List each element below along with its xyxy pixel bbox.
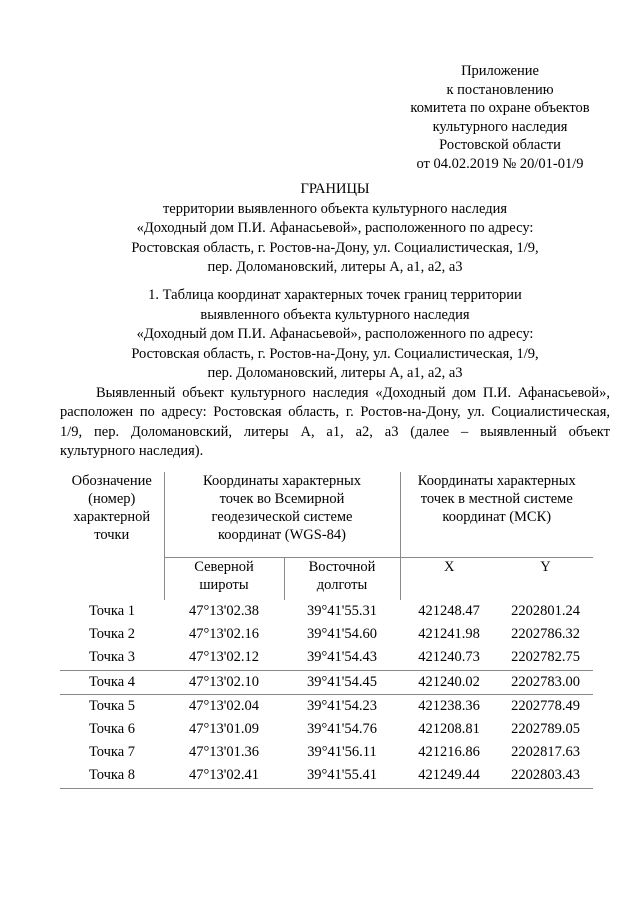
header-y: Y: [540, 559, 551, 575]
cell-y: 2202817.63: [511, 744, 580, 761]
cell-point: Точка 4: [60, 670, 164, 694]
cell-point: Точка 8: [60, 764, 164, 788]
header-x: X: [400, 558, 498, 601]
cell-point: Точка 3: [88, 649, 136, 666]
paragraph-line: Выявленный объект культурного наследия «Доходный дом П.И. Афанасьевой»,: [96, 385, 610, 401]
cell-lat: 47°13'02.04: [164, 694, 284, 718]
header-msk: Координаты характерных точек в местной системе координат (МСК): [400, 472, 593, 558]
cell-lon: 39°41'54.43: [306, 649, 378, 666]
cell-lon: 39°41'54.23: [284, 694, 400, 718]
cell-y: 2202778.49: [498, 694, 593, 718]
appendix-line: Приложение: [461, 63, 539, 79]
cell-y: 2202786.32: [511, 626, 580, 643]
cell-x: 421238.36: [400, 694, 498, 718]
caption-line: «Доходный дом П.И. Афанасьевой», расположенного по адресу:: [136, 326, 534, 343]
table-row: [60, 764, 593, 788]
cell-y: 2202789.05: [511, 721, 580, 738]
table-row: [60, 670, 593, 694]
appendix-header: [380, 62, 620, 174]
cell-lon: 39°41'56.11: [307, 744, 377, 761]
caption-line: пер. Доломановский, литеры А, а1, а2, а3: [207, 365, 463, 382]
appendix-line: к постановлению: [446, 81, 554, 98]
header-point: Обозначение (номер) характерной точки: [71, 473, 152, 543]
cell-lat: 47°13'02.16: [188, 626, 260, 643]
cell-x: 421208.81: [418, 721, 480, 738]
cell-x: 421240.73: [418, 649, 480, 666]
cell-lat: 47°13'01.09: [188, 721, 260, 738]
table-row: [60, 741, 593, 764]
cell-lon: 39°41'55.41: [284, 764, 400, 788]
table-row: [60, 718, 593, 741]
title-line: «Доходный дом П.И. Афанасьевой», расположенного по адресу:: [136, 220, 534, 237]
appendix-line: культурного наследия: [432, 118, 568, 135]
cell-lon: 39°41'55.31: [306, 603, 378, 619]
cell-point: Точка 2: [88, 626, 136, 643]
appendix-line: Ростовской области: [439, 137, 561, 154]
cell-y: 2202803.43: [498, 764, 593, 788]
title-line: территории выявленного объекта культурного наследия: [162, 200, 508, 217]
cell-x: 421240.02: [400, 670, 498, 694]
cell-y: 2202801.24: [511, 603, 580, 619]
paragraph-line: 1/9, пер. Доломановский, литеры А, а1, а2, а3 (далее – выявленный объект: [60, 423, 610, 440]
document-title: [60, 180, 610, 278]
caption-line: выявленного объекта культурного наследия: [200, 306, 470, 323]
appendix-line: от 04.02.2019 № 20/01-01/9: [416, 155, 584, 172]
appendix-line: комитета по охране объектов: [410, 100, 590, 117]
title-line: Ростовская область, г. Ростов-на-Дону, ул. Социалистическая, 1/9,: [131, 239, 539, 256]
cell-lat: 47°13'01.36: [188, 744, 260, 761]
description-paragraph: [60, 384, 610, 462]
paragraph-line: культурного наследия).: [60, 443, 204, 460]
table-row: [60, 694, 593, 718]
table-row: [60, 623, 593, 646]
cell-y: 2202783.00: [498, 670, 593, 694]
title-line: пер. Доломановский, литеры А, а1, а2, а3: [207, 259, 463, 276]
cell-x: 421216.86: [418, 744, 480, 761]
caption-line: Ростовская область, г. Ростов-на-Дону, ул. Социалистическая, 1/9,: [131, 345, 539, 362]
cell-x: 421241.98: [418, 626, 480, 643]
cell-point: Точка 6: [88, 721, 136, 738]
cell-lat: 47°13'02.10: [164, 670, 284, 694]
header-longitude: Восточной долготы: [284, 558, 400, 601]
header-latitude: Северной широты: [164, 558, 284, 601]
cell-lat: 47°13'02.41: [164, 764, 284, 788]
paragraph-line: расположен по адресу: Ростовская область, г. Ростов-на-Дону, ул. Социалистическая,: [60, 404, 610, 421]
table-row: [60, 600, 593, 623]
table-row: [60, 646, 593, 670]
cell-lon: 39°41'54.60: [306, 626, 378, 643]
header-wgs84: Координаты характерных точек во Всемирной геодезической системе координат (WGS-84): [164, 472, 400, 558]
cell-lat: 47°13'02.12: [188, 649, 260, 666]
cell-point: Точка 5: [60, 694, 164, 718]
cell-lon: 39°41'54.45: [284, 670, 400, 694]
coordinates-table: [60, 472, 593, 789]
cell-y: 2202782.75: [511, 649, 580, 666]
title-line: ГРАНИЦЫ: [300, 181, 370, 197]
cell-x: 421249.44: [400, 764, 498, 788]
table-caption: [60, 286, 610, 384]
caption-line: 1. Таблица координат характерных точек границ территории: [148, 287, 522, 303]
cell-point: Точка 7: [88, 744, 136, 761]
cell-lat: 47°13'02.38: [188, 603, 260, 619]
cell-lon: 39°41'54.76: [306, 721, 378, 738]
cell-x: 421248.47: [418, 603, 480, 619]
cell-point: Точка 1: [88, 603, 136, 619]
